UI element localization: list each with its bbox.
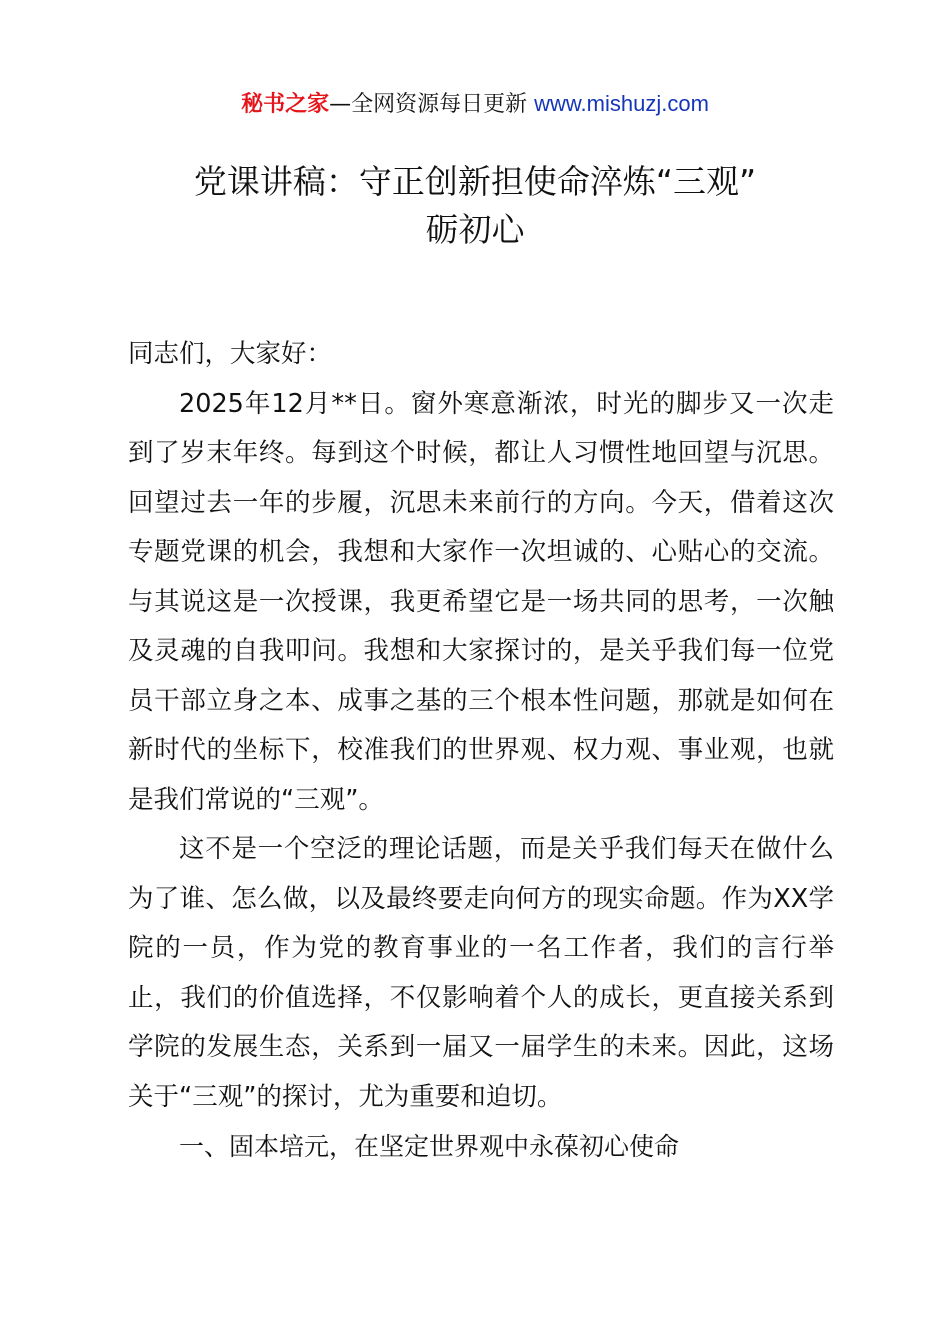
site-link[interactable]: www.mishuzj.com [534,91,709,116]
document-body [128,330,834,1172]
paragraph-1: 2025年12月**日。窗外寒意渐浓，时光的脚步又一次走到了岁末年终。每到这个时候，都让人习惯性地回望与沉思。回望过去一年的步履，沉思未来前行的方向。今天，借着这次专题党课的机会，我想和大家作一次坦诚的、心贴心的交流。与其说这是一次授课，我更希望它是一场共同的思考，一次触及灵魂的自我叩问。我想和大家探讨的，是关乎我们每一位党员干部立身之本、成事之基的三个根本性问题，那就是如何在新时代的坐标下，校准我们的世界观、权力观、事业观，也就是我们常说的“三观”。 [128,388,834,815]
greeting: 同志们，大家好： [128,339,333,369]
title-line-2: 砺初心 [425,210,525,249]
paragraph-2: 这不是一个空泛的理论话题，而是关乎我们每天在做什么为了谁、怎么做，以及最终要走向何方的现实命题。作为XX学院的一员，作为党的教育事业的一名工作者，我们的言行举止，我们的价值选择，不仅影响着个人的成长，更直接关系到学院的发展生态，关系到一届又一届学生的未来。因此，这场关于“三观”的探讨，尤为重要和迫切。 [128,834,834,1112]
brand-name: 秘书之家 [241,92,330,117]
title-line-1: 党课讲稿：守正创新担使命淬炼“三观” [193,162,757,201]
site-header [0,88,950,121]
document-title [120,158,830,254]
section-heading: 一、固本培元，在坚定世界观中永葆初心使命 [179,1132,680,1161]
header-tagline: —全网资源每日更新 [329,92,535,117]
